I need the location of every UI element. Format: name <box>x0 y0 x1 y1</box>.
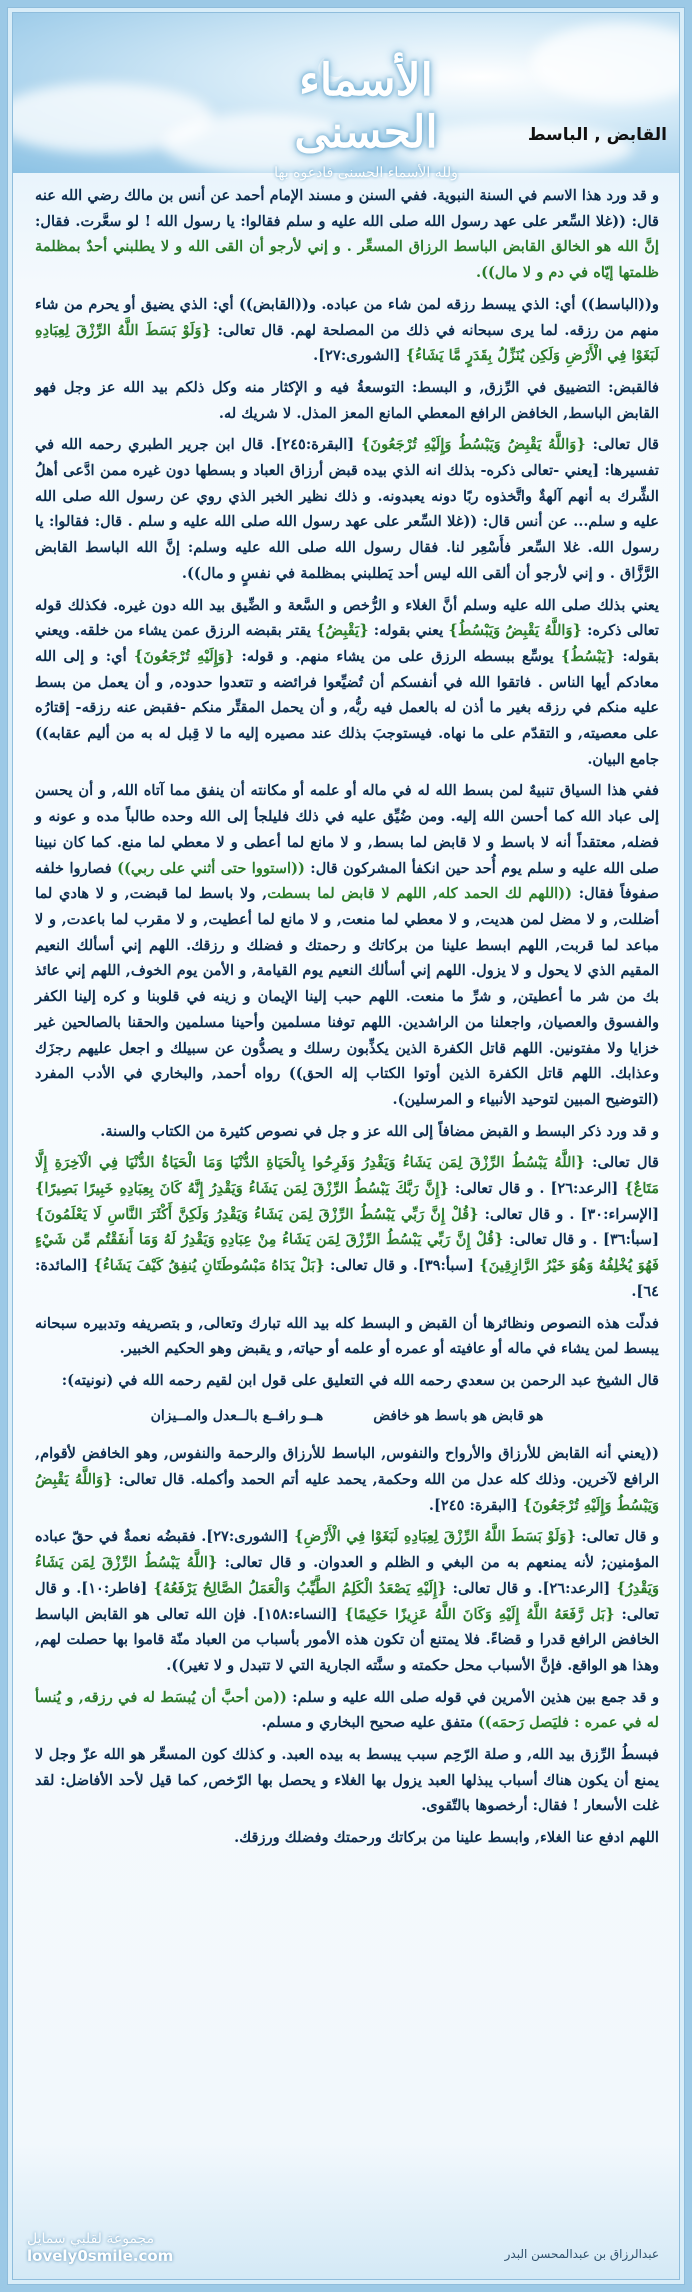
text: أي: و إلى الله معادكم أيها الناس . فاتقوا الله في أنفسكم أن تُضيِّعوا فرائضه و تتعدوا حدوده, و أن يعمل من بسط عليه منكم في رزقه بغير ما أذن له بالعمل فيه ربُّه, و أن يحمل المقتِّر منكم -فقبض عنه رزقه- إقتارُه على معصيته, و التقدّم على ما نهاه. فيستوجبَ بذلك عند مصيره إليه ما لا قِبل له به من أليم عقابه)) جامع البيان. <box>35 647 659 768</box>
ayah-text: {قُلْ إِنَّ رَبِّي يَبْسُطُ الرِّزْقَ لِمَن يَشَاءُ وَيَقْدِرُ وَلَكِنَّ أَكْثَرَ النَّاسِ لَا يَعْلَمُونَ} <box>35 1205 479 1223</box>
text: [البقرة:٢٤٥]. قال ابن جرير الطبري رحمه الله في تفسيرها: [يعني -تعالى ذكره- بذلك انه الذي بيده قبض أرزاق العباد و بسطها دون غيره ممن ادَّعى أهلُ الشِّرك به أنهم آلهةٌ واتَّخذوه ربًا دونه يعبدونه. و ذلك نظير الخبر الذي روي عن رسول الله صلى الله عليه و سلم... عن أنس قال: ((غلا السِّعر على عهد رسول الله صلى الله عليه و سلم . قال: فقالوا: يا رسول الله. غلا السِّعر فأَسْعِر لنا. فقال رسول الله صلى الله عليه وسلم: إنَّ الله الباسط القابض الرَّزَّاق . و إني لأرجو أن ألقى الله ليس أحد يَطلبني بمظلمة في نفسٍ و مال)). <box>35 436 659 582</box>
hadith-text: ((من أحبَّ أن يُبسَط له في رزقه, و يُنسأ له في عمره : فليَصل رَحمَه)) <box>35 1688 659 1732</box>
text: [الرعد:٢٦]. و قال تعالى: <box>446 1579 617 1597</box>
paragraph <box>35 1524 659 1678</box>
ayah-text: {قُلْ إِنَّ رَبِّي يَبْسُطُ الرِّزْقَ لِمَن يَشَاءُ مِنْ عِبَادِهِ وَيَقْدِرُ لَهُ وَمَا أَنفَقْتُم مِّن شَيْءٍ فَهُوَ يُخْلِفُهُ وَهُوَ خَيْرُ الرَّازِقِينَ} <box>35 1231 659 1275</box>
text: [الإسراء:٣٠] . و قال تعالى: <box>478 1205 659 1223</box>
ayah-text: {يَبْسُطُ} <box>560 647 616 665</box>
text: ففي هذا السياق تنبيهٌ لمن بسط الله له في ماله أو علمه أو مكانته أن ينفق مما آتاه الله, و أن يحسن إلى عباد الله كما أحسن الله إليه. ومن ضُيِّق عليه في ذلك فليلجأ إلى الله وحده طالباً مده و عونه و فضله, معتقداً أنه لا باسط و لا قابض لما بسط, و لا مانع لما أعطى و لا معطي لما منع. كما كان نبينا صلى الله عليه و سلم يوم أُحد حين انكفأ المشركون قال: <box>35 782 659 877</box>
paragraph <box>35 375 659 426</box>
ayah-text: {إِلَيْهِ يَصْعَدُ الْكَلِمُ الطَّيِّبُ وَالْعَمَلُ الصَّالِحُ يَرْفَعُهُ} <box>153 1579 447 1597</box>
text: و قال تعالى: <box>575 1528 659 1546</box>
paragraph <box>35 1441 659 1518</box>
text: متفق عليه صحيح البخاري و مسلم. <box>261 1714 478 1732</box>
poem-hemistich-left: هــو رافــع بالــعدل والمــيزان <box>150 1407 324 1424</box>
text: [سبأ:٣٦] . و قال تعالى: <box>503 1231 659 1249</box>
text: فصاروا خلفه صفوفاً فقال: <box>35 859 659 903</box>
paragraph <box>35 1150 659 1304</box>
text: [المائدة: ٦٤]. <box>35 1257 659 1300</box>
ayah-text: {بَلْ يَدَاهُ مَبْسُوطَتَانِ يُنفِقُ كَيْفَ يَشَاءُ} <box>93 1257 325 1275</box>
text: [الشورى:٢٧]. فقبضُه نعمةٌ في حقّ عباده المؤمنين; لأنه يمنعهم به من البغي و الظلم و العدوان. و قال تعالى: <box>35 1528 659 1572</box>
text: قال تعالى: <box>585 436 660 454</box>
ayah-text: {إِنَّ رَبَّكَ يَبْسُطُ الرِّزْقَ لِمَن يَشَاءُ وَيَقْدِرُ إِنَّهُ كَانَ بِعِبَادِهِ خَبِيرًا بَصِيرًا} <box>35 1180 449 1198</box>
text: قال تعالى: <box>584 1154 659 1172</box>
text: [النساء:١٥٨]. فإن الله تعالى هو القابض الباسط الخافض الرافع قدرا و قضاءً. فلا يمتنع أن تكون هذه الأمور بأسباب من العباد منّة قاموا بها حصلت لهم, وهذا هو الواقع. فإنَّ الأسباب محل حكمته و سنَّته الجارية التي لا تتبدل و لا تغير)). <box>35 1605 659 1674</box>
poem-verse <box>35 1404 659 1430</box>
text: ((يعني أنه القابض للأرزاق والأرواح والنفوس, الباسط للأرزاق والرحمة والنفوس, وهو الخافض لأقوام, الرافع لآخرين. وذلك كله عدل من الله وحكمة, يحمد عليه أتم الحمد وأكمله. قال تعالى: <box>35 1445 659 1489</box>
text: فدلّت هذه النصوص ونظائرها أن القبض و البسط كله بيد الله تبارك وتعالى, و بتصريفه وتدبيره سبحانه يبسط لمن يشاء في ماله أو عافيته أو عمره أو علمه أو حياته, و يقبض وهو الحكيم الخبير. <box>35 1314 659 1358</box>
article-body <box>35 183 659 1857</box>
text: يقتر بقبضه الرزق عمن يشاء من خلقه. ويعني بقوله: <box>35 622 659 665</box>
paragraph <box>35 292 659 369</box>
text: فالقبض: التضييق في الرِّزق, و البسط: التوسعةُ فيه و الإكثار منه وكل ذلكم بيد الله عز وجل فهو القابض الباسط, الخافض الرافع المعطي المانع المعز المذل. لا شريك له. <box>35 378 659 422</box>
hadith-text: ((اللهم لك الحمد كله, اللهم لا قابض لما بسطت <box>267 885 573 903</box>
paragraph <box>35 1119 659 1145</box>
ayah-text: {يَقْبِضُ} <box>316 622 369 640</box>
ayah-text: {اللَّهُ يَبْسُطُ الرِّزْقَ لِمَن يَشَاءُ وَيَقْدِرُ وَفَرِحُوا بِالْحَيَاةِ الدُّنْيَا وَمَا الْحَيَاةُ الدُّنْيَا فِي الْآخِرَةِ إِلَّا مَتَاعٌ} <box>35 1154 660 1198</box>
site-name-arabic: مجموعة لقلبي سمايل <box>27 2231 155 2247</box>
text: يعني بقوله: <box>368 622 449 640</box>
text: و((الباسط)) أي: الذي يبسط رزقه لمن شاء من عباده. و((القابض)) أي: الذي يضيق أو يحرم من شاء منهم من رزقه. لما يرى سبحانه في ذلك من المصلحة لهم. قال تعالى: <box>35 295 659 339</box>
paragraph <box>35 183 659 286</box>
text: و قد ورد هذا الاسم في السنة النبوية. ففي السنن و مسند الإمام أحمد عن أنس بن مالك رضي الله عنه قال: ((غلا السِّعر على عهد رسول الله صلى الله عليه و سلم فقالوا: يا رسول الله ! لو سعَّرت. فقال: <box>35 187 659 230</box>
ayah-text: {وَاللَّهُ يَقْبِضُ وَيَبْسُطُ وَإِلَيْهِ تُرْجَعُونَ} <box>35 1471 659 1514</box>
text: [سبأ:٣٩]. و قال تعالى: <box>324 1257 480 1275</box>
logo <box>241 55 491 181</box>
paragraph <box>35 778 659 1112</box>
ayah-text: {اللَّهُ يَبْسُطُ الرِّزْقَ لِمَن يَشَاءُ وَيَقْدِرُ} <box>35 1554 660 1597</box>
paragraph <box>35 593 659 773</box>
site-watermark <box>27 2231 173 2265</box>
page-frame <box>12 12 680 2280</box>
paragraph <box>35 1311 659 1362</box>
text: يعني بذلك صلى الله عليه وسلم أنَّ الغلاء و الرُّخص و السَّعة و الضِّيق بيد الله دون غيره. فكذلك قوله تعالى ذكره: <box>35 596 659 640</box>
text: قال الشيخ عبد الرحمن بن سعدي رحمه الله في التعليق على قول ابن لقيم رحمه الله في (نونيته): <box>61 1371 659 1389</box>
author-name: عبدالرزاق بن عبدالمحسن البدر <box>504 2247 659 2261</box>
text: فبسطُ الرِّزق بيد الله, و صلة الرّحِم سبب يبسط به بيده العبد. و كذلك كون المسعِّر هو الله عزّ وجل لا يمنع أن يكون هناك أسباب يبذلها العبد يزول بها الغلاء و يحصل بها الرّخص, كما قيل لأحد الأفاضل: لقد غلت الأسعار ! فقال: أرخصوها بالتّقوى. <box>35 1746 659 1815</box>
ayah-text: {وَاللَّهُ يَقْبِضُ وَيَبْسُطُ} <box>448 622 582 640</box>
text: اللهم ادفع عنا الغلاء, وابسط علينا من بركاتك ورحمتك وفضلك ورزقك. <box>234 1829 659 1847</box>
paragraph <box>35 1368 659 1394</box>
ayah-text: {وَاللَّهُ يَقْبِضُ وَيَبْسُطُ وَإِلَيْهِ تُرْجَعُونَ} <box>361 436 586 454</box>
paragraph <box>35 432 659 586</box>
text: [البقرة: ٢٤٥]. <box>428 1496 523 1514</box>
paragraph <box>35 1685 659 1736</box>
page-title: القابض , الباسط <box>527 125 667 145</box>
ayah-text: {وَلَوْ بَسَطَ اللَّهُ الرِّزْقَ لِعِبَادِهِ لَبَغَوْا فِي الْأَرْضِ وَلَكِن يُنَزِّلُ بِقَدَرٍ مَّا يَشَاءُ} <box>35 321 659 365</box>
ayah-text: {وَلَوْ بَسَطَ اللَّهُ الرِّزْقَ لِعِبَادِهِ لَبَغَوْا فِي الْأَرْضِ} <box>294 1528 576 1546</box>
text: [الرعد:٢٦] . و قال تعالى: <box>448 1180 625 1198</box>
header-banner <box>13 13 680 181</box>
logo-subtitle: ولله الأسماء الحسنى فادعوه بها <box>274 165 458 181</box>
text: [الشورى:٢٧]. <box>313 347 406 365</box>
ayah-text: {بَل رَّفَعَهُ اللَّهُ إِلَيْهِ وَكَانَ اللَّهُ عَزِيزًا حَكِيمًا} <box>344 1605 615 1623</box>
poem-hemistich-right: هو قابض هو باسط هو خافض <box>373 1407 544 1424</box>
text: رواه أحمد, والبخاري في الأدب المفرد (التوضيح المبين لتوحيد الأنبياء و المرسلين). <box>35 1065 659 1108</box>
text: و قد جمع بين هذين الأمرين في قوله صلى الله عليه و سلم: <box>286 1688 659 1706</box>
hadith-text: إنَّ الله هو الخالق القابض الباسط الرزاق المسعِّر . و إني لأرجو أن القى الله و لا يطلبني أحدٌ بمظلمة ظلمتها إيّاه في دم و لا مال)). <box>35 238 659 282</box>
text: [فاطر:١٠]. و قال تعالى: <box>35 1579 659 1623</box>
closing-supplication <box>35 1825 659 1851</box>
paragraph <box>35 1742 659 1819</box>
hadith-text: ((استووا حتى أثني على ربي)) <box>117 859 305 877</box>
text: و قد ورد ذكر البسط و القبض مضافاً إلى الله عز و جل في نصوص كثيرة من الكتاب والسنة. <box>100 1122 659 1140</box>
text: يوسِّع ببسطه الرزق على من يشاء منهم. و قوله: <box>234 647 561 665</box>
ayah-text: {وَإِلَيْهِ تُرْجَعُونَ} <box>133 647 235 665</box>
logo-title: الأسماء الحسنى <box>294 55 438 158</box>
text: , ولا باسط لما قبضت, و لا هادي لما أضللت, و لا مضل لمن هديت, و لا معطي لما منعت, و لا مانع لما أعطيت, و لا مقرب لما باعدت, و لا مباعد لما قربت, اللهم ابسط علينا من بركاتك و رحمتك و فضلك و رزقك. اللهم إني أسألك النعيم المقيم الذي لا يحول و لا يزول. اللهم إني أسألك النعيم يوم القيامة, و الأمن يوم الخوف, اللهم إني عائذ بك من شر ما أعطيتن, و شرِّ ما منعت. اللهم حبب إلينا الإيمان و زينه في قلوبنا و كره إلينا الكفر والفسوق والعصيان, واجعلنا من الراشدين. اللهم توفنا مسلمين وأحينا مسلمين والحقنا بالصالحين غير خزايا ولا مفتونين. اللهم قاتل الكفرة الذين يكذِّبون رسلك و يصدُّون عن سبيلك و اجعل عليهم رجزَك وعذابك. اللهم قاتل الكفرة الذين أوتوا الكتاب إله الحق)) <box>35 885 659 1083</box>
site-url: lovely0smile.com <box>27 2247 174 2265</box>
